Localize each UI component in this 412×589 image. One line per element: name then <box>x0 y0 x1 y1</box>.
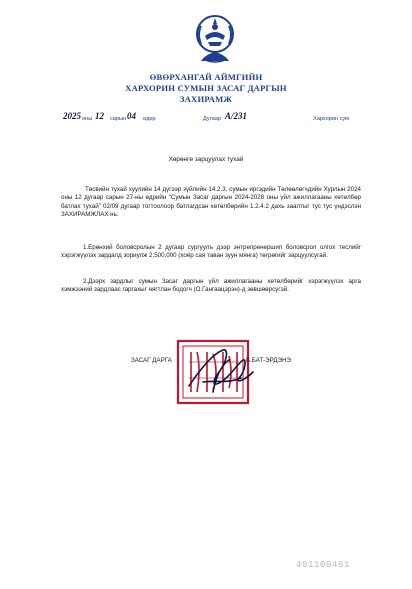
document-serial-number: 401100461 <box>296 560 351 570</box>
state-emblem-icon <box>193 14 237 66</box>
decision-item-1: 1.Ерөнхий боловсролын 2 дугаар сургуулъ дээр энтрепренершип боловсрол олгох теслийг хэрэгжүүлэх зардалд зориулж 2,500,000 (хоёр сая таван зуун мянга) төгрөгийг зарцуулсугай. <box>61 244 361 260</box>
date-month-suffix: сарын <box>110 116 127 122</box>
signatory-name: Б.БАТ-ЭРДЭНЭ <box>246 357 291 364</box>
issuer-office: ХАРХОРИН СУМЫН ЗАСАГ ДАРГЫН <box>125 83 287 93</box>
decision-item-2: 2.Дээрх зардлыг сумын Засаг даргын үйл ажиллагааны хөтөлбөрийг хэрэгжүүлэх арга хэмжээний зардлаас гаргахыг нягтлан бодогч (О.Гангаацэрэн)-д зөвшөөрсүгэй. <box>61 278 361 294</box>
date-year-suffix: оны <box>82 116 93 122</box>
document-subject: Хөрөнгө зарцуулах тухай <box>168 156 244 163</box>
date-day: 04 <box>127 111 136 121</box>
issue-place: Хархорин сум <box>313 116 349 122</box>
date-day-suffix: өдөр <box>143 116 156 122</box>
date-month: 12 <box>95 111 104 121</box>
preamble-paragraph: Төсвийн тухай хуулийн 14 дүгээр зүйлийн 14.2.3, сумын иргэдийн Төлөөлөгчдийн Хурлын 2024 оны 12 дугаар сарын 27-ны өдрийн “Сумын Засаг даргын 2024-2028 оны үйл ажиллагааны хөтөлбөр батлах тухай” 02/09 дугаар тогтоолоор батлагдсан хөтөлбөрийн 1.2.4.2 дахь заалтыг тус тус үндэслэн ЗАХИРАМЖЛАХ нь: <box>61 186 361 219</box>
signatory-title: ЗАСАГ ДАРГА <box>131 357 172 364</box>
date-year: 2025 <box>63 111 81 121</box>
document-type: ЗАХИРАМЖ <box>179 94 233 104</box>
number-label: Дугаар <box>203 116 221 122</box>
issuer-province: ӨВӨРХАНГАЙ АЙМГИЙН <box>149 72 263 82</box>
document-number: А/231 <box>225 111 248 121</box>
handwritten-signature-icon <box>183 342 263 400</box>
